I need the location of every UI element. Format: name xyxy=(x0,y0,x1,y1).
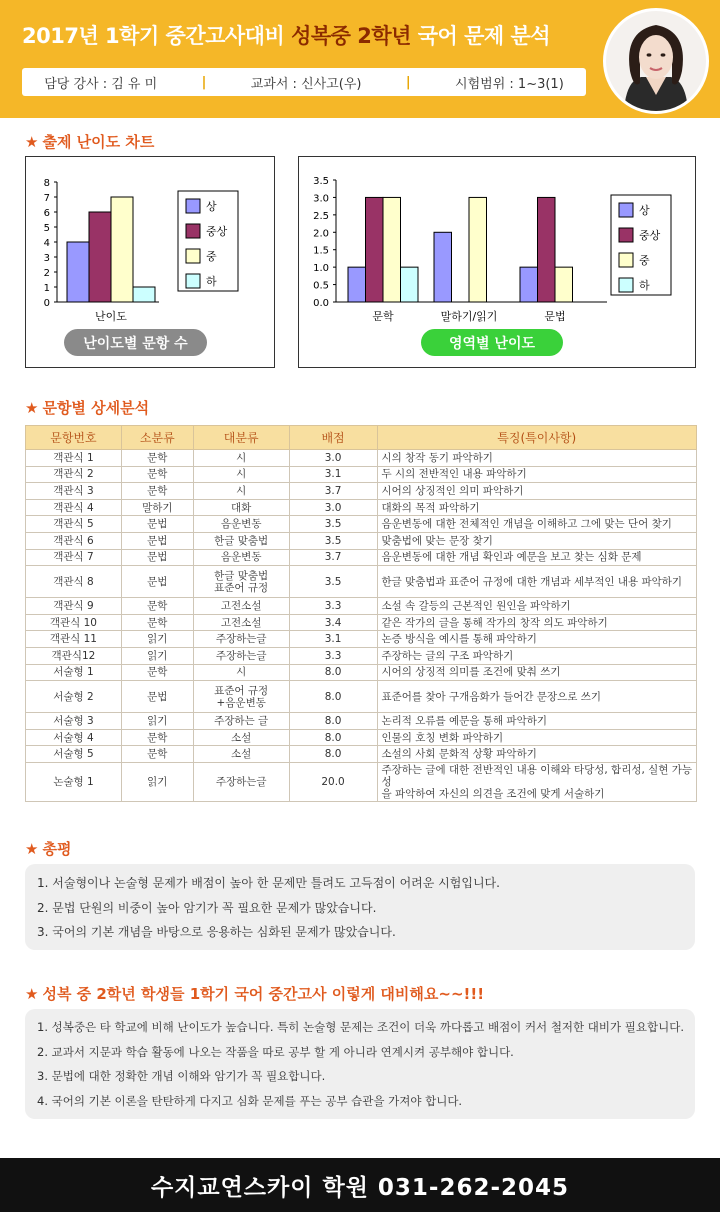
info-bar xyxy=(22,68,586,96)
chart-caption-area: 영역별 난이도 xyxy=(421,329,563,356)
table-row xyxy=(26,450,697,467)
table-row xyxy=(26,631,697,648)
cell-score: 3.3 xyxy=(289,598,377,615)
cell-item-no: 객관식 6 xyxy=(26,532,122,549)
legend-swatch xyxy=(619,278,633,292)
teacher-photo xyxy=(603,8,709,114)
review-item: 1. 서술형이나 논술형 문제가 배점이 높아 한 문제만 틀려도 고득점이 어려운 시험입니다. xyxy=(37,876,500,890)
table-row xyxy=(26,516,697,533)
legend-swatch xyxy=(186,274,200,288)
cell-category: 시 xyxy=(193,466,289,483)
legend-label: 하 xyxy=(206,275,217,288)
x-tick-label: 말하기/읽기 xyxy=(440,310,498,323)
table-row xyxy=(26,499,697,516)
x-tick-label: 난이도 xyxy=(95,310,127,323)
footer-contact: 수지교연스카이 학원 031-262-2045 xyxy=(0,1158,720,1212)
prep-section-label: 성복 중 2학년 학생들 1학기 국어 중간고사 이렇게 대비해요~~!!! xyxy=(42,985,485,1003)
cell-category: 음운변동 xyxy=(193,516,289,533)
header-subcategory: 소분류 xyxy=(121,426,193,450)
teacher-info: 담당 강사 : 김 유 미 xyxy=(44,76,158,92)
bar-중상 xyxy=(89,212,111,302)
bar-상 xyxy=(520,267,538,302)
page-title xyxy=(22,20,550,50)
bar-하 xyxy=(401,267,419,302)
cell-item-no: 객관식 11 xyxy=(26,631,122,648)
cell-category: 주장하는 글 xyxy=(193,713,289,730)
review-section-title xyxy=(25,838,71,859)
cell-item-no: 객관식12 xyxy=(26,647,122,664)
cell-item-no: 객관식 7 xyxy=(26,549,122,566)
y-tick-label: 1.5 xyxy=(313,245,329,257)
cell-category: 한글 맞춤법 xyxy=(193,532,289,549)
header-feature: 특징(특이사항) xyxy=(377,426,697,450)
cell-category: 소설 xyxy=(193,729,289,746)
legend-label: 하 xyxy=(639,279,650,292)
cell-feature: 대화의 목적 파악하기 xyxy=(377,499,697,516)
cell-feature: 주장하는 글에 대한 전반적인 내용 이해와 타당성, 합리성, 실현 가능성 을 파악하여 자신의 의견을 조건에 맞게 서술하기 xyxy=(377,762,697,801)
cell-score: 3.0 xyxy=(289,450,377,467)
prep-item: 1. 성복중은 타 학교에 비해 난이도가 높습니다. 특히 논술형 문제는 조건이 더욱 까다롭고 배점이 커서 철저한 대비가 필요합니다. xyxy=(37,1020,684,1034)
legend-swatch xyxy=(619,228,633,242)
cell-subcategory: 읽기 xyxy=(121,631,193,648)
cell-item-no: 객관식 5 xyxy=(26,516,122,533)
y-tick-label: 3 xyxy=(43,253,50,264)
cell-category: 고전소설 xyxy=(193,598,289,615)
table-row xyxy=(26,729,697,746)
cell-score: 8.0 xyxy=(289,729,377,746)
cell-category: 시 xyxy=(193,664,289,681)
y-tick-label: 0.5 xyxy=(313,280,329,292)
detail-section-label: 문항별 상세분석 xyxy=(42,399,150,417)
legend-label: 중상 xyxy=(206,225,228,238)
cell-score: 3.1 xyxy=(289,631,377,648)
cell-feature: 논리적 오류를 예문을 통해 파악하기 xyxy=(377,713,697,730)
star-icon: ★ xyxy=(25,399,39,417)
bar-하 xyxy=(133,287,155,302)
cell-category: 음운변동 xyxy=(193,549,289,566)
y-tick-label: 0 xyxy=(43,298,50,309)
cell-subcategory: 문학 xyxy=(121,746,193,763)
table-row xyxy=(26,681,697,713)
cell-item-no: 객관식 2 xyxy=(26,466,122,483)
y-tick-label: 5 xyxy=(43,223,50,234)
cell-feature: 같은 작가의 글을 통해 작가의 창작 의도 파악하기 xyxy=(377,614,697,631)
header-category: 대분류 xyxy=(193,426,289,450)
cell-score: 3.5 xyxy=(289,532,377,549)
title-prefix: 2017년 1학기 중간고사대비 xyxy=(22,24,292,48)
table-row xyxy=(26,466,697,483)
x-tick-label: 문학 xyxy=(372,310,394,323)
cell-score: 8.0 xyxy=(289,746,377,763)
legend-label: 상 xyxy=(639,204,650,217)
cell-category: 대화 xyxy=(193,499,289,516)
cell-subcategory: 문법 xyxy=(121,681,193,713)
cell-category: 주장하는글 xyxy=(193,762,289,801)
legend-label: 중상 xyxy=(639,229,661,242)
cell-item-no: 서술형 1 xyxy=(26,664,122,681)
cell-subcategory: 읽기 xyxy=(121,713,193,730)
cell-category: 한글 맞춤법 표준어 규정 xyxy=(193,566,289,598)
bar-상 xyxy=(67,242,89,302)
cell-feature: 소설 속 갈등의 근본적인 원인을 파악하기 xyxy=(377,598,697,615)
cell-feature: 맞춤법에 맞는 문장 찾기 xyxy=(377,532,697,549)
y-tick-label: 7 xyxy=(43,193,50,204)
cell-subcategory: 문학 xyxy=(121,729,193,746)
cell-score: 3.1 xyxy=(289,466,377,483)
scope-info: 시험범위 : 1~3(1) xyxy=(455,76,564,92)
cell-item-no: 객관식 3 xyxy=(26,483,122,500)
cell-score: 8.0 xyxy=(289,664,377,681)
table-row xyxy=(26,746,697,763)
legend-label: 상 xyxy=(206,200,217,213)
cell-feature: 시의 창작 동기 파악하기 xyxy=(377,450,697,467)
cell-subcategory: 문학 xyxy=(121,450,193,467)
cell-category: 소설 xyxy=(193,746,289,763)
detail-table-wrap xyxy=(25,425,697,802)
header-banner xyxy=(0,0,720,118)
legend-label: 중 xyxy=(206,250,217,263)
star-icon: ★ xyxy=(25,133,39,151)
table-body xyxy=(26,450,697,802)
table-row xyxy=(26,598,697,615)
table-row xyxy=(26,566,697,598)
legend-swatch xyxy=(186,199,200,213)
y-tick-label: 2.5 xyxy=(313,210,329,222)
cell-feature: 시어의 상징적 의미를 조건에 맞춰 쓰기 xyxy=(377,664,697,681)
textbook-info: 교과서 : 신사고(우) xyxy=(250,76,362,92)
cell-category: 시 xyxy=(193,450,289,467)
cell-item-no: 객관식 10 xyxy=(26,614,122,631)
cell-subcategory: 문법 xyxy=(121,532,193,549)
table-row xyxy=(26,549,697,566)
cell-feature: 음운변동에 대한 개념 확인과 예문을 보고 찾는 심화 문제 xyxy=(377,549,697,566)
y-tick-label: 2.0 xyxy=(313,228,329,240)
cell-score: 3.7 xyxy=(289,549,377,566)
prep-box xyxy=(25,1009,695,1119)
cell-feature: 인물의 호칭 변화 파악하기 xyxy=(377,729,697,746)
table-row xyxy=(26,614,697,631)
bar-상 xyxy=(434,232,452,302)
cell-score: 3.0 xyxy=(289,499,377,516)
y-tick-label: 4 xyxy=(43,238,50,249)
cell-score: 3.5 xyxy=(289,566,377,598)
cell-score: 8.0 xyxy=(289,681,377,713)
y-tick-label: 6 xyxy=(43,208,50,219)
cell-feature: 논증 방식을 예시를 통해 파악하기 xyxy=(377,631,697,648)
y-tick-label: 3.5 xyxy=(313,176,329,187)
cell-category: 주장하는글 xyxy=(193,647,289,664)
star-icon: ★ xyxy=(25,985,39,1003)
cell-item-no: 서술형 3 xyxy=(26,713,122,730)
legend-swatch xyxy=(186,249,200,263)
cell-item-no: 객관식 1 xyxy=(26,450,122,467)
review-item: 3. 국어의 기본 개념을 바탕으로 응용하는 심화된 문제가 많았습니다. xyxy=(37,925,396,939)
cell-score: 3.3 xyxy=(289,647,377,664)
cell-subcategory: 문학 xyxy=(121,614,193,631)
title-suffix: 국어 문제 분석 xyxy=(410,24,551,48)
chart-caption-difficulty: 난이도별 문항 수 xyxy=(64,329,207,356)
y-tick-label: 0.0 xyxy=(313,298,329,309)
bar-중 xyxy=(469,197,487,302)
prep-item: 3. 문법에 대한 정확한 개념 이해와 암기가 꼭 필요합니다. xyxy=(37,1069,326,1083)
bar-중 xyxy=(555,267,573,302)
cell-feature: 한글 맞춤법과 표준어 규정에 대한 개념과 세부적인 내용 파악하기 xyxy=(377,566,697,598)
info-separator: | xyxy=(201,74,207,90)
legend-swatch xyxy=(619,253,633,267)
cell-subcategory: 문학 xyxy=(121,664,193,681)
bar-중상 xyxy=(538,197,556,302)
prep-item: 2. 교과서 지문과 학습 활동에 나오는 작품을 따로 공부 할 게 아니라 연계시켜 공부해야 합니다. xyxy=(37,1044,514,1059)
cell-category: 시 xyxy=(193,483,289,500)
y-tick-label: 1 xyxy=(43,283,50,294)
y-tick-label: 8 xyxy=(43,178,50,189)
star-icon: ★ xyxy=(25,840,39,858)
review-section-label: 총평 xyxy=(42,840,72,858)
review-item: 2. 문법 단원의 비중이 높아 암기가 꼭 필요한 문제가 많았습니다. xyxy=(37,900,377,915)
detail-section-title xyxy=(25,397,149,418)
bar-중 xyxy=(111,197,133,302)
legend-label: 중 xyxy=(639,254,650,267)
cell-category: 고전소설 xyxy=(193,614,289,631)
table-row xyxy=(26,664,697,681)
cell-feature: 음운변동에 대한 전체적인 개념을 이해하고 그에 맞는 단어 찾기 xyxy=(377,516,697,533)
x-tick-label: 문법 xyxy=(544,310,566,323)
header-score: 배점 xyxy=(289,426,377,450)
cell-feature: 시어의 상징적인 의미 파악하기 xyxy=(377,483,697,500)
cell-category: 표준어 규정 +음운변동 xyxy=(193,681,289,713)
table-row xyxy=(26,762,697,801)
legend-swatch xyxy=(186,224,200,238)
table-header-row xyxy=(26,426,697,450)
table-row xyxy=(26,483,697,500)
cell-score: 8.0 xyxy=(289,713,377,730)
y-tick-label: 3.0 xyxy=(313,193,329,205)
cell-subcategory: 문법 xyxy=(121,516,193,533)
cell-subcategory: 문학 xyxy=(121,483,193,500)
cell-feature: 두 시의 전반적인 내용 파악하기 xyxy=(377,466,697,483)
bar-중상 xyxy=(366,197,384,302)
cell-category: 주장하는글 xyxy=(193,631,289,648)
legend-swatch xyxy=(619,203,633,217)
chart-section-label: 출제 난이도 차트 xyxy=(42,133,155,151)
cell-feature: 소설의 사회 문화적 상황 파악하기 xyxy=(377,746,697,763)
y-tick-label: 1.0 xyxy=(313,263,329,275)
cell-subcategory: 문학 xyxy=(121,466,193,483)
cell-item-no: 서술형 4 xyxy=(26,729,122,746)
cell-subcategory: 문법 xyxy=(121,549,193,566)
cell-feature: 표준어를 찾아 구개음화가 들어간 문장으로 쓰기 xyxy=(377,681,697,713)
cell-score: 3.4 xyxy=(289,614,377,631)
cell-score: 3.7 xyxy=(289,483,377,500)
cell-item-no: 논술형 1 xyxy=(26,762,122,801)
table-row xyxy=(26,647,697,664)
y-tick-label: 2 xyxy=(43,268,50,279)
cell-score: 3.5 xyxy=(289,516,377,533)
cell-item-no: 객관식 4 xyxy=(26,499,122,516)
cell-item-no: 서술형 2 xyxy=(26,681,122,713)
table-row xyxy=(26,532,697,549)
cell-score: 20.0 xyxy=(289,762,377,801)
header-item-no: 문항번호 xyxy=(26,426,122,450)
bar-중 xyxy=(383,197,401,302)
prep-item: 4. 국어의 기본 이론을 탄탄하게 다지고 심화 문제를 푸는 공부 습관을 가져야 합니다. xyxy=(37,1093,463,1108)
chart-section-title xyxy=(25,131,154,152)
cell-subcategory: 읽기 xyxy=(121,647,193,664)
cell-subcategory: 문학 xyxy=(121,598,193,615)
cell-subcategory: 말하기 xyxy=(121,499,193,516)
cell-item-no: 객관식 9 xyxy=(26,598,122,615)
cell-item-no: 객관식 8 xyxy=(26,566,122,598)
review-box xyxy=(25,864,695,950)
prep-section-title xyxy=(25,983,484,1004)
bar-상 xyxy=(348,267,366,302)
cell-item-no: 서술형 5 xyxy=(26,746,122,763)
table-row xyxy=(26,713,697,730)
cell-subcategory: 읽기 xyxy=(121,762,193,801)
info-separator: | xyxy=(405,74,411,90)
detail-table xyxy=(25,425,697,802)
cell-feature: 주장하는 글의 구조 파악하기 xyxy=(377,647,697,664)
title-highlight: 성복중 2학년 xyxy=(291,24,411,48)
cell-subcategory: 문법 xyxy=(121,566,193,598)
